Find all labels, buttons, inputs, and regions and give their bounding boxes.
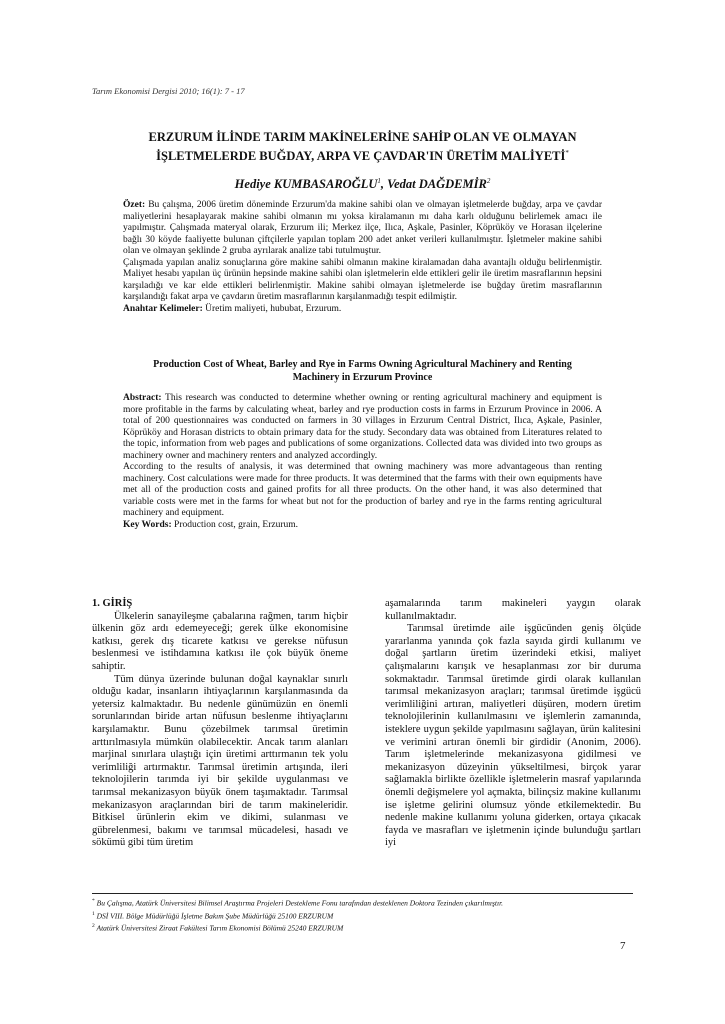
section-heading: 1. GİRİŞ [92, 598, 133, 609]
abstract-paragraph-1 [123, 393, 602, 462]
english-title-line-2: Machinery in Erzurum Province [292, 371, 433, 383]
footnote-mark: 2 [92, 923, 95, 929]
body-column-left [92, 598, 348, 850]
english-title-line-1: Production Cost of Wheat, Barley and Rye in Farms Owning Agricultural Machinery and Renting [153, 359, 572, 370]
footnote [92, 896, 633, 909]
author-separator: , [380, 177, 388, 192]
turkish-abstract [123, 200, 602, 315]
keywords-label: Key Words: [123, 519, 172, 530]
abstract-label: Abstract: [123, 393, 162, 403]
key-words [123, 520, 602, 532]
paper-title [92, 129, 633, 164]
body-paragraph: Ülkelerin sanayileşme çabalarına rağmen, tarım hiçbir ülkenin göz ardı edemeyeceği; gerek ülke ekonomisine katkısı, gerek dış ticarete katkısı ve gerekse nüfusun beslenmesi ve istihdamına katkısı ile çok büyük öneme sahiptir. [92, 610, 348, 672]
ozet-label: Özet: [123, 200, 146, 210]
english-abstract [123, 393, 602, 531]
author-1-affiliation: 1 [377, 177, 381, 185]
body-paragraph: Tüm dünya üzerinde bulunan doğal kaynaklar sınırlı olduğu kadar, insanların ihtiyaçlarının karşılanmasında da yetersiz kalmaktadır. Bu nedenle günümüzün en önemli sorunlarından biride artan nüfusun beslenme ihtiyaçlarını karşılamaktır. Bunu çözebilmek tarımsal üretimin arttırılmasıyla mümkün olabilecektir. Ancak tarım alanları marjinal sınırlara ulaştığı için üretimi arttırmanın tek yolu verimliliği artırmaktır. Tarımsal üretimin artışında, ileri teknolojilerin tarımda iyi bir şekilde uygulanması ve tarımsal mekanizasyon büyük önem taşımaktadır. Tarımsal mekanizasyon araçlarından biri de tarım makineleridir. Bitkisel ürünlerin ekim ve dikimi, sulanması ve gübrelenmesi, bakımı ve tarımsal mücadelesi, hasadı ve sökümü gibi tüm üretim [92, 673, 348, 849]
author-2-affiliation: 2 [486, 177, 491, 185]
abstract-paragraph-2: According to the results of analysis, it was determined that owning machinery was more advantageous than renting machinery. Cost calculations were made for three products. It was determined that the farms with their own equipments have met all of the production costs and gained profits for all three products. On the other hand, it was also determined that variable costs were met in the farms for wheat but not for the production of barley and rye in the farms renting agricultural machinery and equipment. [123, 462, 602, 518]
abstract-text-1: This research was conducted to determine whether owning or renting agricultural machinery and equipment is more profitable in the farms by calculating wheat, barley and rye production costs in farms in Erzurum Province in 2006. A total of 200 questionnaires was conducted on farmers in 30 villages in Erzurum Central District, Ilıca, Aşkale, Pasinler, Köprüköy and Horasan districts to obtain primary data for the study. Secondary data was obtained from Literatures related to the topic, information from web pages and publications of some organizations. Collected data was divided into two groups as machinery owner and machinery renters and analyzed accordingly. [123, 393, 602, 461]
body-paragraph: Tarımsal üretimde aile işgücünden geniş ölçüde yararlanma yanında çok fazla sayıda girdi kullanımı ve doğal şartların üretim üzerindeki etkisi, maliyet çalışmalarını karışık ve hesaplanması zor bir duruma sokmaktadır. Tarımsal üretimde girdi olarak kullanılan tarımsal mekanizasyon araçları; tarımsal üretimde işgücü verimliliğini artıran, maliyetleri düşüren, modern üretim teknolojilerinin kullanılmasını ve işlemlerin zamanında, isteklere uygun şekilde yapılmasını sağlayan, ürün kalitesini ve verimini artıran önemli bir girdidir (Anonim, 2006). Tarım işletmelerinde mekanizasyona gidilmesi ve mekanizasyon düzeyinin yükseltilmesi, birçok yarar sağlamakla birlikte özellikle işletmelerin masraf yapılarında önemli değişmelere yol açmakta, bilinçsiz makine kullanımı ise işletme gelirini olumsuz yönde etkilemektedir. Bu nedenle makine kullanımı yoluna giderken, ortaya çıkacak fayda ve masrafları ve işletmenin içinde bulunduğu şartları iyi [385, 623, 641, 849]
page-number: 7 [620, 940, 626, 952]
footnote-mark: 1 [92, 910, 95, 917]
anahtar-kelimeler [123, 304, 602, 316]
author-2: Vedat DAĞDEMİR [387, 177, 487, 192]
footnote-divider [92, 893, 633, 894]
anahtar-text: Üretim maliyeti, hububat, Erzurum. [202, 303, 342, 314]
footnote [92, 909, 633, 922]
footnote-text: Bu Çalışma, Atatürk Üniversitesi Bilimsel Araştırma Projeleri Destekleme Fonu tarafından desteklenen Doktora Tezinden çıkarılmıştır. [94, 898, 504, 908]
ozet-paragraph-1 [123, 200, 602, 258]
footnotes [92, 896, 633, 934]
footnote-text: DSİ VIII. Bölge Müdürlüğü İşletme Bakım Şube Müdürlüğü 25100 ERZURUM [94, 911, 334, 920]
ozet-text-1: Bu çalışma, 2006 üretim döneminde Erzurum'da makine sahibi olan ve olmayan işletmelerde buğday, arpa ve çavdar maliyetlerini hesaplayarak makine sahibi olmanın mı yoksa kiralamanın mı daha karlı olduğunu belirlemek amacı ile yapılmıştır. Çalışmada materyal olarak, Erzurum ili; Merkez ilçe, Ilıca, Aşkale, Pasinler, Köprüköy ve Horasan ilçelerine bağlı 30 köyde faaliyette bulunan çiftçilerle yapılan toplam 200 adet anket verileri kullanılmıştır. İşletmeler makine sahibi olan ve olmayan şeklinde 2 gruba ayrılarak analize tabi tutulmuştur. [123, 200, 602, 256]
keywords-text: Production cost, grain, Erzurum. [171, 519, 299, 530]
title-footnote-mark: * [565, 149, 569, 157]
footnote [92, 921, 633, 934]
journal-reference: Tarım Ekonomisi Dergisi 2010; 16(1): 7 - 17 [92, 86, 245, 96]
anahtar-label: Anahtar Kelimeler: [123, 303, 203, 314]
body-column-right [385, 598, 641, 850]
author-1: Hediye KUMBASAROĞLU [234, 177, 378, 192]
title-line-1: ERZURUM İLİNDE TARIM MAKİNELERİNE SAHİP OLAN VE OLMAYAN [148, 130, 577, 144]
body-paragraph: aşamalarında tarım makineleri yaygın olarak kullanılmaktadır. [385, 598, 641, 622]
footnote-text: Atatürk Üniversitesi Ziraat Fakültesi Tarım Ekonomisi Bölümü 25240 ERZURUM [94, 923, 344, 933]
footnote-mark: * [92, 898, 95, 904]
ozet-paragraph-2: Çalışmada yapılan analiz sonuçlarına göre makine sahibi olmanın makine kiralamadan daha avantajlı olduğu belirlenmiştir. Maliyet hesabı yapılan üç ürünün hepsinde makine sahibi olan işletmelerin elde ettikleri gelir ile üretim masraflarının hepsini karşıladığı ve kar elde ettikleri belirlenmiştir. Makine sahibi olmayan işletmelerde ise buğday üretim masraflarının karşılandığı fakat arpa ve çavdarın üretim masraflarının karşılanmadığı tespit edilmiştir. [123, 257, 602, 302]
authors [92, 177, 633, 192]
title-line-2-text: İŞLETMELERDE BUĞDAY, ARPA VE ÇAVDAR'IN ÜRETİM MALİYETİ [156, 149, 566, 164]
title-line-2 [92, 145, 633, 164]
english-title [123, 359, 602, 384]
